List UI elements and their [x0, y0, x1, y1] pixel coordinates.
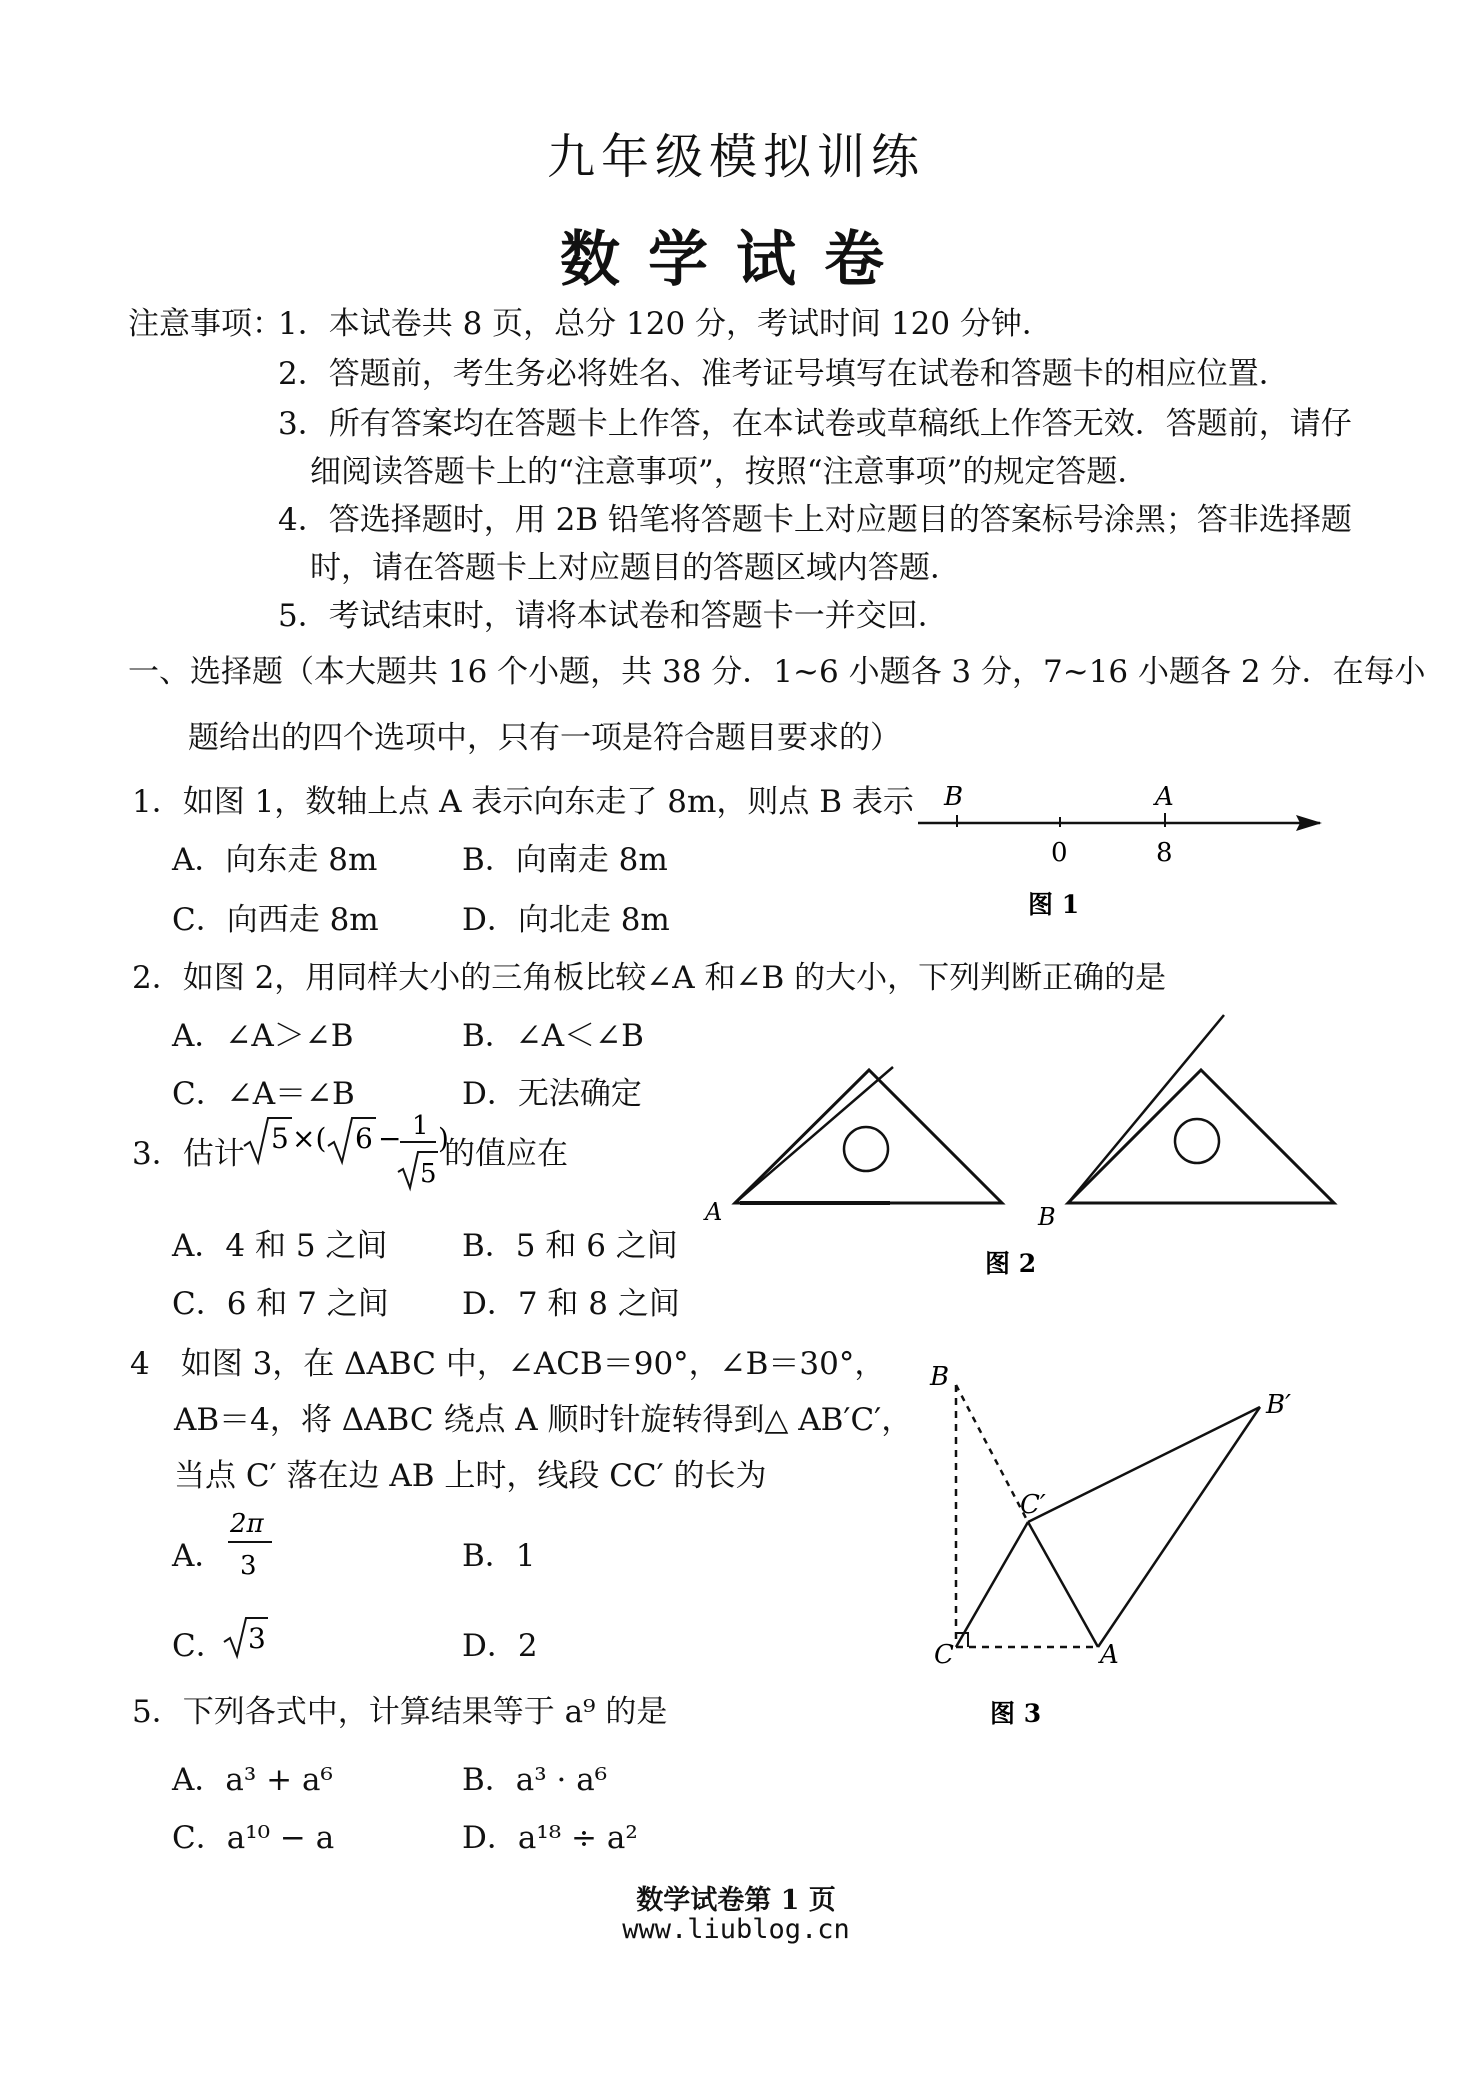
q4-option-d: D．2 [462, 1628, 538, 1664]
fig2-label-a: A [705, 1198, 723, 1226]
q4-c-rad: 3 [248, 1622, 266, 1655]
notice-item-4a: 4．答选择题时，用 2B 铅笔将答题卡上对应题目的答案标号涂黑；答非选择题 [278, 502, 1352, 538]
q4-option-c-sqrt [222, 1612, 272, 1662]
q4-option-b: B．1 [462, 1538, 536, 1574]
figure-2-set-squares [700, 1015, 1350, 1285]
q3-expression [240, 1102, 450, 1202]
notice-item-1: 1．本试卷共 8 页，总分 120 分，考试时间 120 分钟． [278, 306, 1053, 342]
q4-a-num: 2π [230, 1509, 264, 1539]
q3-option-d: D．7 和 8 之间 [462, 1286, 680, 1322]
q4-option-a-fraction [226, 1504, 286, 1584]
figure-1-number-line [900, 775, 1340, 925]
q5-option-d: D．a¹⁸ ÷ a² [462, 1820, 638, 1856]
q4-line1: 4 如图 3，在 ΔABC 中，∠ACB＝90°，∠B＝30°， [130, 1346, 886, 1382]
q3-stem-prefix: 3．估计 [132, 1136, 245, 1172]
fig2-label-b: B [1038, 1203, 1056, 1231]
q2-option-b: B．∠A＜∠B [462, 1018, 644, 1054]
notice-item-5: 5．考试结束时，请将本试卷和答题卡一并交回． [278, 598, 949, 634]
q3-sqrt6: 6 [355, 1122, 373, 1155]
fig1-tick-8: 8 [1156, 838, 1173, 868]
notice-label: 注意事项： [128, 306, 283, 342]
fig1-label-a: A [1155, 782, 1174, 812]
fig3-caption: 图 3 [990, 1699, 1042, 1728]
q3-minus: − [378, 1122, 402, 1155]
fig3-label-c-prime: C′ [1020, 1490, 1046, 1520]
q4-a-den: 3 [240, 1551, 257, 1581]
q4-option-a-label: A． [172, 1538, 226, 1574]
figure-3-rotation [920, 1362, 1320, 1745]
page-footer-label: 数学试卷第 1 页 [636, 1885, 836, 1916]
fig3-label-c: C [934, 1640, 954, 1670]
exam-title: 数学试卷 [560, 225, 912, 295]
q1-option-d: D．向北走 8m [462, 902, 670, 938]
notice-item-2: 2．答题前，考生务必将姓名、准考证号填写在试卷和答题卡的相应位置． [278, 356, 1290, 392]
fig3-label-b-prime: B′ [1266, 1390, 1292, 1420]
fig1-label-b: B [944, 782, 964, 812]
q4-line3: 当点 C′ 落在边 AB 上时，线段 CC′ 的长为 [174, 1458, 767, 1494]
q2-option-d: D．无法确定 [462, 1076, 642, 1112]
q3-times: ×( [292, 1122, 327, 1155]
fig2-caption: 图 2 [985, 1249, 1037, 1278]
q3-frac-num: 1 [412, 1111, 429, 1141]
q1-stem: 1．如图 1，数轴上点 A 表示向东走了 8m，则点 B 表示 [132, 784, 914, 820]
q5-stem: 5．下列各式中，计算结果等于 a⁹ 的是 [132, 1694, 668, 1730]
section-heading-line2: 题给出的四个选项中，只有一项是符合题目要求的） [188, 720, 901, 756]
q4-line2: AB＝4，将 ΔABC 绕点 A 顺时针旋转得到△ AB′C′， [174, 1402, 913, 1438]
q5-option-a: A．a³ + a⁶ [172, 1762, 333, 1798]
section-heading-line1: 一、选择题（本大题共 16 个小题，共 38 分．1~6 小题各 3 分，7~16 小题各 2 分．在每小 [128, 654, 1426, 690]
exam-subtitle: 九年级模拟训练 [546, 129, 925, 185]
fig1-caption: 图 1 [1028, 890, 1080, 919]
fig1-tick-0: 0 [1051, 838, 1068, 868]
q1-option-b: B．向南走 8m [462, 842, 668, 878]
fig3-label-b: B [930, 1362, 950, 1392]
q3-close: ) [438, 1122, 449, 1155]
notice-item-3b: 细阅读答题卡上的“注意事项”，按照“注意事项”的规定答题． [310, 454, 1149, 490]
fig3-label-a: A [1100, 1640, 1119, 1670]
q5-option-b: B．a³ · a⁶ [462, 1762, 608, 1798]
page-footer-url[interactable]: www.liublog.cn [622, 1914, 850, 1945]
q2-option-c: C．∠A＝∠B [172, 1076, 355, 1112]
q5-option-c: C．a¹⁰ − a [172, 1820, 335, 1856]
q3-frac-den: 5 [420, 1159, 437, 1189]
q1-option-c: C．向西走 8m [172, 902, 379, 938]
q3-option-c: C．6 和 7 之间 [172, 1286, 389, 1322]
q4-option-c-label: C． [172, 1628, 227, 1664]
notice-item-3a: 3．所有答案均在答题卡上作答，在本试卷或草稿纸上作答无效．答题前，请仔 [278, 406, 1352, 442]
q2-stem: 2．如图 2，用同样大小的三角板比较∠A 和∠B 的大小，下列判断正确的是 [132, 960, 1167, 996]
q2-option-a: A．∠A＞∠B [172, 1018, 354, 1054]
q3-stem-suffix: 的值应在 [444, 1136, 568, 1172]
q3-sqrt5: 5 [271, 1122, 289, 1155]
notice-item-4b: 时，请在答题卡上对应题目的答题区域内答题． [310, 550, 961, 586]
q3-option-a: A．4 和 5 之间 [172, 1228, 388, 1264]
q1-option-a: A．向东走 8m [172, 842, 378, 878]
q3-option-b: B．5 和 6 之间 [462, 1228, 678, 1264]
